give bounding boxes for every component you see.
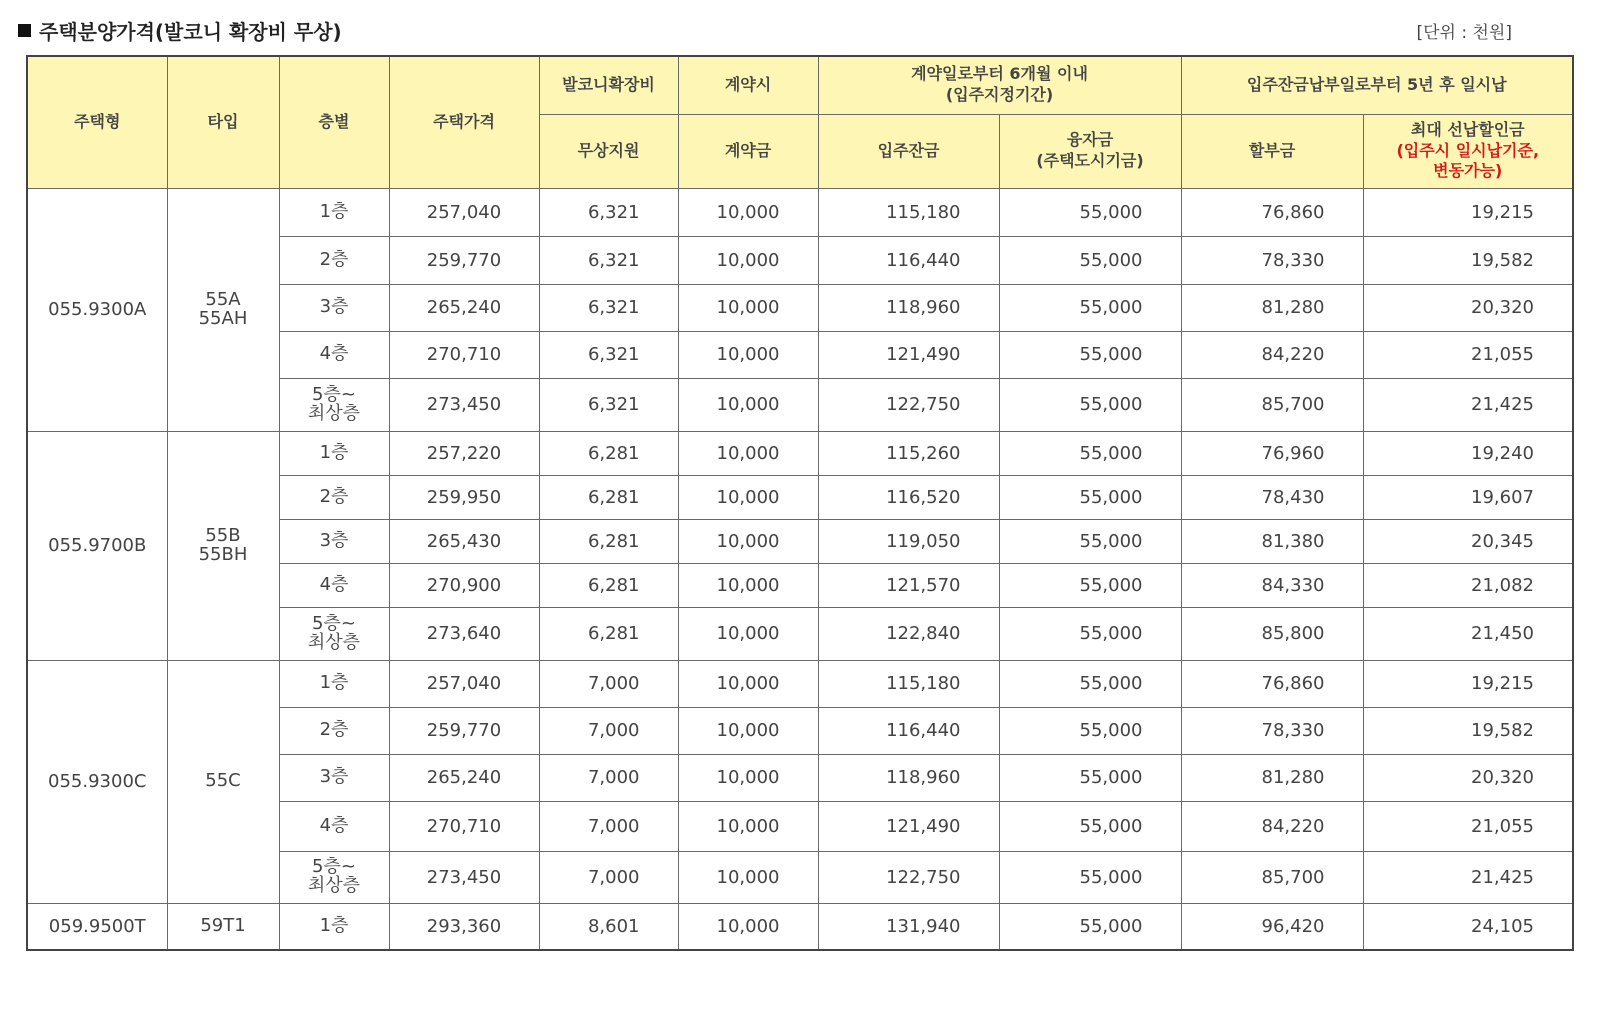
installment-cell: 76,960 (1181, 431, 1363, 475)
contract-cell: 10,000 (678, 851, 818, 903)
header-within-6-line1: 계약일로부터 6개월 이내 (911, 64, 1088, 84)
contract-cell: 10,000 (678, 284, 818, 331)
header-loan (999, 114, 1181, 188)
price-cell: 270,710 (389, 331, 539, 378)
floor-cell (279, 801, 389, 851)
installment-cell: 81,380 (1181, 519, 1363, 563)
balance-cell: 115,180 (818, 188, 999, 236)
floor-cell (279, 378, 389, 431)
price-cell: 257,040 (389, 188, 539, 236)
table-row (27, 903, 1573, 950)
table-header (27, 56, 1573, 188)
discount-cell: 20,320 (1363, 754, 1573, 801)
balcony-cell: 7,000 (539, 851, 678, 903)
balance-cell: 116,520 (818, 475, 999, 519)
floor-line1: 1층 (319, 200, 349, 222)
balcony-cell: 7,000 (539, 660, 678, 707)
discount-cell: 19,215 (1363, 188, 1573, 236)
installment-cell: 84,330 (1181, 563, 1363, 607)
type-line1: 59T1 (200, 914, 246, 936)
installment-cell: 81,280 (1181, 754, 1363, 801)
floor-line2: 최상층 (307, 875, 361, 896)
price-cell: 259,770 (389, 707, 539, 754)
price-cell: 270,900 (389, 563, 539, 607)
contract-cell: 10,000 (678, 188, 818, 236)
contract-cell: 10,000 (678, 707, 818, 754)
loan-cell: 55,000 (999, 331, 1181, 378)
loan-cell: 55,000 (999, 236, 1181, 284)
balcony-cell: 6,321 (539, 331, 678, 378)
floor-line1: 3층 (319, 766, 349, 788)
price-cell: 257,040 (389, 660, 539, 707)
header-balcony: 발코니확장비 (539, 56, 678, 114)
floor-line1: 3층 (319, 529, 349, 551)
loan-cell: 55,000 (999, 284, 1181, 331)
loan-cell: 55,000 (999, 851, 1181, 903)
floor-cell (279, 236, 389, 284)
loan-cell: 55,000 (999, 801, 1181, 851)
discount-cell: 20,345 (1363, 519, 1573, 563)
balcony-cell: 6,321 (539, 188, 678, 236)
floor-cell (279, 660, 389, 707)
header-installment: 할부금 (1181, 114, 1363, 188)
loan-cell: 55,000 (999, 188, 1181, 236)
header-balcony-sub: 무상지원 (539, 114, 678, 188)
header-discount-note-line2: 변동가능) (1433, 161, 1503, 181)
floor-cell (279, 431, 389, 475)
balcony-cell: 7,000 (539, 754, 678, 801)
floor-line1: 4층 (319, 343, 349, 365)
balance-cell: 115,180 (818, 660, 999, 707)
loan-cell: 55,000 (999, 707, 1181, 754)
square-bullet-icon (18, 24, 31, 37)
contract-cell: 10,000 (678, 563, 818, 607)
header-type: 타입 (167, 56, 279, 188)
installment-cell: 78,330 (1181, 707, 1363, 754)
floor-line2: 최상층 (307, 631, 361, 653)
loan-cell: 55,000 (999, 519, 1181, 563)
balcony-cell: 6,321 (539, 378, 678, 431)
type-cell (167, 188, 279, 431)
price-cell: 265,240 (389, 284, 539, 331)
balance-cell: 121,570 (818, 563, 999, 607)
discount-cell: 21,425 (1363, 378, 1573, 431)
floor-line1: 4층 (319, 573, 349, 595)
header-loan-line2: (주택도시기금) (1036, 151, 1144, 170)
housing-type-cell: 055.9700B (27, 431, 167, 660)
type-line2: 55AH (198, 307, 248, 329)
type-line1: 55B (205, 524, 241, 546)
discount-cell: 19,582 (1363, 236, 1573, 284)
installment-cell: 85,700 (1181, 378, 1363, 431)
header-within-6-line2: (입주지정기간) (945, 85, 1054, 105)
price-cell: 270,710 (389, 801, 539, 851)
floor-line1: 2층 (319, 485, 349, 507)
contract-cell: 10,000 (678, 475, 818, 519)
balcony-cell: 6,281 (539, 607, 678, 660)
floor-line1: 1층 (319, 914, 349, 936)
header-housing-type: 주택형 (27, 56, 167, 188)
floor-cell (279, 475, 389, 519)
price-cell: 257,220 (389, 431, 539, 475)
installment-cell: 78,430 (1181, 475, 1363, 519)
discount-cell: 20,320 (1363, 284, 1573, 331)
floor-cell (279, 607, 389, 660)
contract-cell: 10,000 (678, 331, 818, 378)
balcony-cell: 6,281 (539, 475, 678, 519)
header-discount-note-line1: (입주시 일시납기준, (1396, 140, 1540, 160)
type-line1: 55C (205, 770, 241, 792)
header-price: 주택가격 (389, 56, 539, 188)
discount-cell: 19,607 (1363, 475, 1573, 519)
type-cell (167, 660, 279, 903)
floor-line1: 2층 (319, 248, 349, 270)
header-floor: 층별 (279, 56, 389, 188)
type-cell (167, 431, 279, 660)
discount-cell: 21,055 (1363, 801, 1573, 851)
price-cell: 259,770 (389, 236, 539, 284)
floor-cell (279, 903, 389, 950)
loan-cell: 55,000 (999, 475, 1181, 519)
installment-cell: 76,860 (1181, 660, 1363, 707)
housing-type-cell: 055.9300C (27, 660, 167, 903)
type-line2: 55BH (198, 543, 248, 565)
balance-cell: 116,440 (818, 707, 999, 754)
installment-cell: 85,700 (1181, 851, 1363, 903)
unit-label: [단위 : 천원] (1416, 23, 1512, 43)
discount-cell: 21,055 (1363, 331, 1573, 378)
contract-cell: 10,000 (678, 431, 818, 475)
discount-cell: 19,582 (1363, 707, 1573, 754)
loan-cell: 55,000 (999, 378, 1181, 431)
header-contract: 계약금 (678, 114, 818, 188)
price-cell: 259,950 (389, 475, 539, 519)
header-after-5-years: 입주잔금납부일로부터 5년 후 일시납 (1181, 56, 1573, 114)
price-cell: 273,450 (389, 378, 539, 431)
floor-line1: 5층~ (312, 856, 356, 878)
discount-cell: 21,082 (1363, 563, 1573, 607)
balance-cell: 116,440 (818, 236, 999, 284)
balance-cell: 118,960 (818, 754, 999, 801)
table-row (27, 188, 1573, 236)
balcony-cell: 6,321 (539, 236, 678, 284)
contract-cell: 10,000 (678, 519, 818, 563)
discount-cell: 19,215 (1363, 660, 1573, 707)
floor-line1: 1층 (319, 441, 349, 463)
floor-line1: 5층~ (312, 383, 356, 405)
floor-cell (279, 519, 389, 563)
balcony-cell: 6,281 (539, 519, 678, 563)
balance-cell: 121,490 (818, 331, 999, 378)
floor-cell (279, 331, 389, 378)
balcony-cell: 8,601 (539, 903, 678, 950)
installment-cell: 78,330 (1181, 236, 1363, 284)
discount-cell: 24,105 (1363, 903, 1573, 950)
loan-cell: 55,000 (999, 754, 1181, 801)
floor-cell (279, 563, 389, 607)
floor-line1: 4층 (319, 814, 349, 836)
floor-cell (279, 284, 389, 331)
balance-cell: 122,840 (818, 607, 999, 660)
loan-cell: 55,000 (999, 660, 1181, 707)
page-title-text: 주택분양가격(발코니 확장비 무상) (39, 20, 342, 44)
contract-cell: 10,000 (678, 236, 818, 284)
installment-cell: 81,280 (1181, 284, 1363, 331)
price-cell: 273,450 (389, 851, 539, 903)
table-body (27, 188, 1573, 950)
loan-cell: 55,000 (999, 607, 1181, 660)
balance-cell: 122,750 (818, 851, 999, 903)
installment-cell: 76,860 (1181, 188, 1363, 236)
discount-cell: 21,450 (1363, 607, 1573, 660)
price-cell: 265,240 (389, 754, 539, 801)
installment-cell: 85,800 (1181, 607, 1363, 660)
header-contract-group: 계약시 (678, 56, 818, 114)
floor-cell (279, 754, 389, 801)
floor-cell (279, 188, 389, 236)
balcony-cell: 6,281 (539, 431, 678, 475)
balcony-cell: 6,321 (539, 284, 678, 331)
balance-cell: 121,490 (818, 801, 999, 851)
balcony-cell: 7,000 (539, 801, 678, 851)
contract-cell: 10,000 (678, 378, 818, 431)
table-row (27, 660, 1573, 707)
contract-cell: 10,000 (678, 801, 818, 851)
header-within-6-months (818, 56, 1181, 114)
housing-type-cell: 059.9500T (27, 903, 167, 950)
loan-cell: 55,000 (999, 431, 1181, 475)
floor-cell (279, 851, 389, 903)
price-cell: 273,640 (389, 607, 539, 660)
balcony-cell: 6,281 (539, 563, 678, 607)
floor-line1: 3층 (319, 296, 349, 318)
discount-cell: 21,425 (1363, 851, 1573, 903)
discount-cell: 19,240 (1363, 431, 1573, 475)
price-table (26, 55, 1574, 951)
price-cell: 293,360 (389, 903, 539, 950)
header-loan-line1: 융자금 (1066, 130, 1114, 150)
floor-cell (279, 707, 389, 754)
balance-cell: 131,940 (818, 903, 999, 950)
installment-cell: 84,220 (1181, 801, 1363, 851)
contract-cell: 10,000 (678, 903, 818, 950)
balance-cell: 119,050 (818, 519, 999, 563)
contract-cell: 10,000 (678, 660, 818, 707)
housing-type-cell: 055.9300A (27, 188, 167, 431)
contract-cell: 10,000 (678, 607, 818, 660)
balance-cell: 115,260 (818, 431, 999, 475)
header-discount (1363, 114, 1573, 188)
floor-line2: 최상층 (307, 402, 361, 424)
type-line1: 55A (205, 288, 241, 310)
balcony-cell: 7,000 (539, 707, 678, 754)
balance-cell: 122,750 (818, 378, 999, 431)
contract-cell: 10,000 (678, 754, 818, 801)
installment-cell: 96,420 (1181, 903, 1363, 950)
floor-line1: 2층 (319, 719, 349, 741)
balance-cell: 118,960 (818, 284, 999, 331)
floor-line1: 1층 (319, 672, 349, 694)
table-row (27, 431, 1573, 475)
header-discount-line1: 최대 선납할인금 (1410, 119, 1525, 139)
type-cell (167, 903, 279, 950)
loan-cell: 55,000 (999, 563, 1181, 607)
price-cell: 265,430 (389, 519, 539, 563)
page-title (18, 16, 342, 45)
header-balance: 입주잔금 (818, 114, 999, 188)
loan-cell: 55,000 (999, 903, 1181, 950)
installment-cell: 84,220 (1181, 331, 1363, 378)
floor-line1: 5층~ (312, 612, 356, 634)
